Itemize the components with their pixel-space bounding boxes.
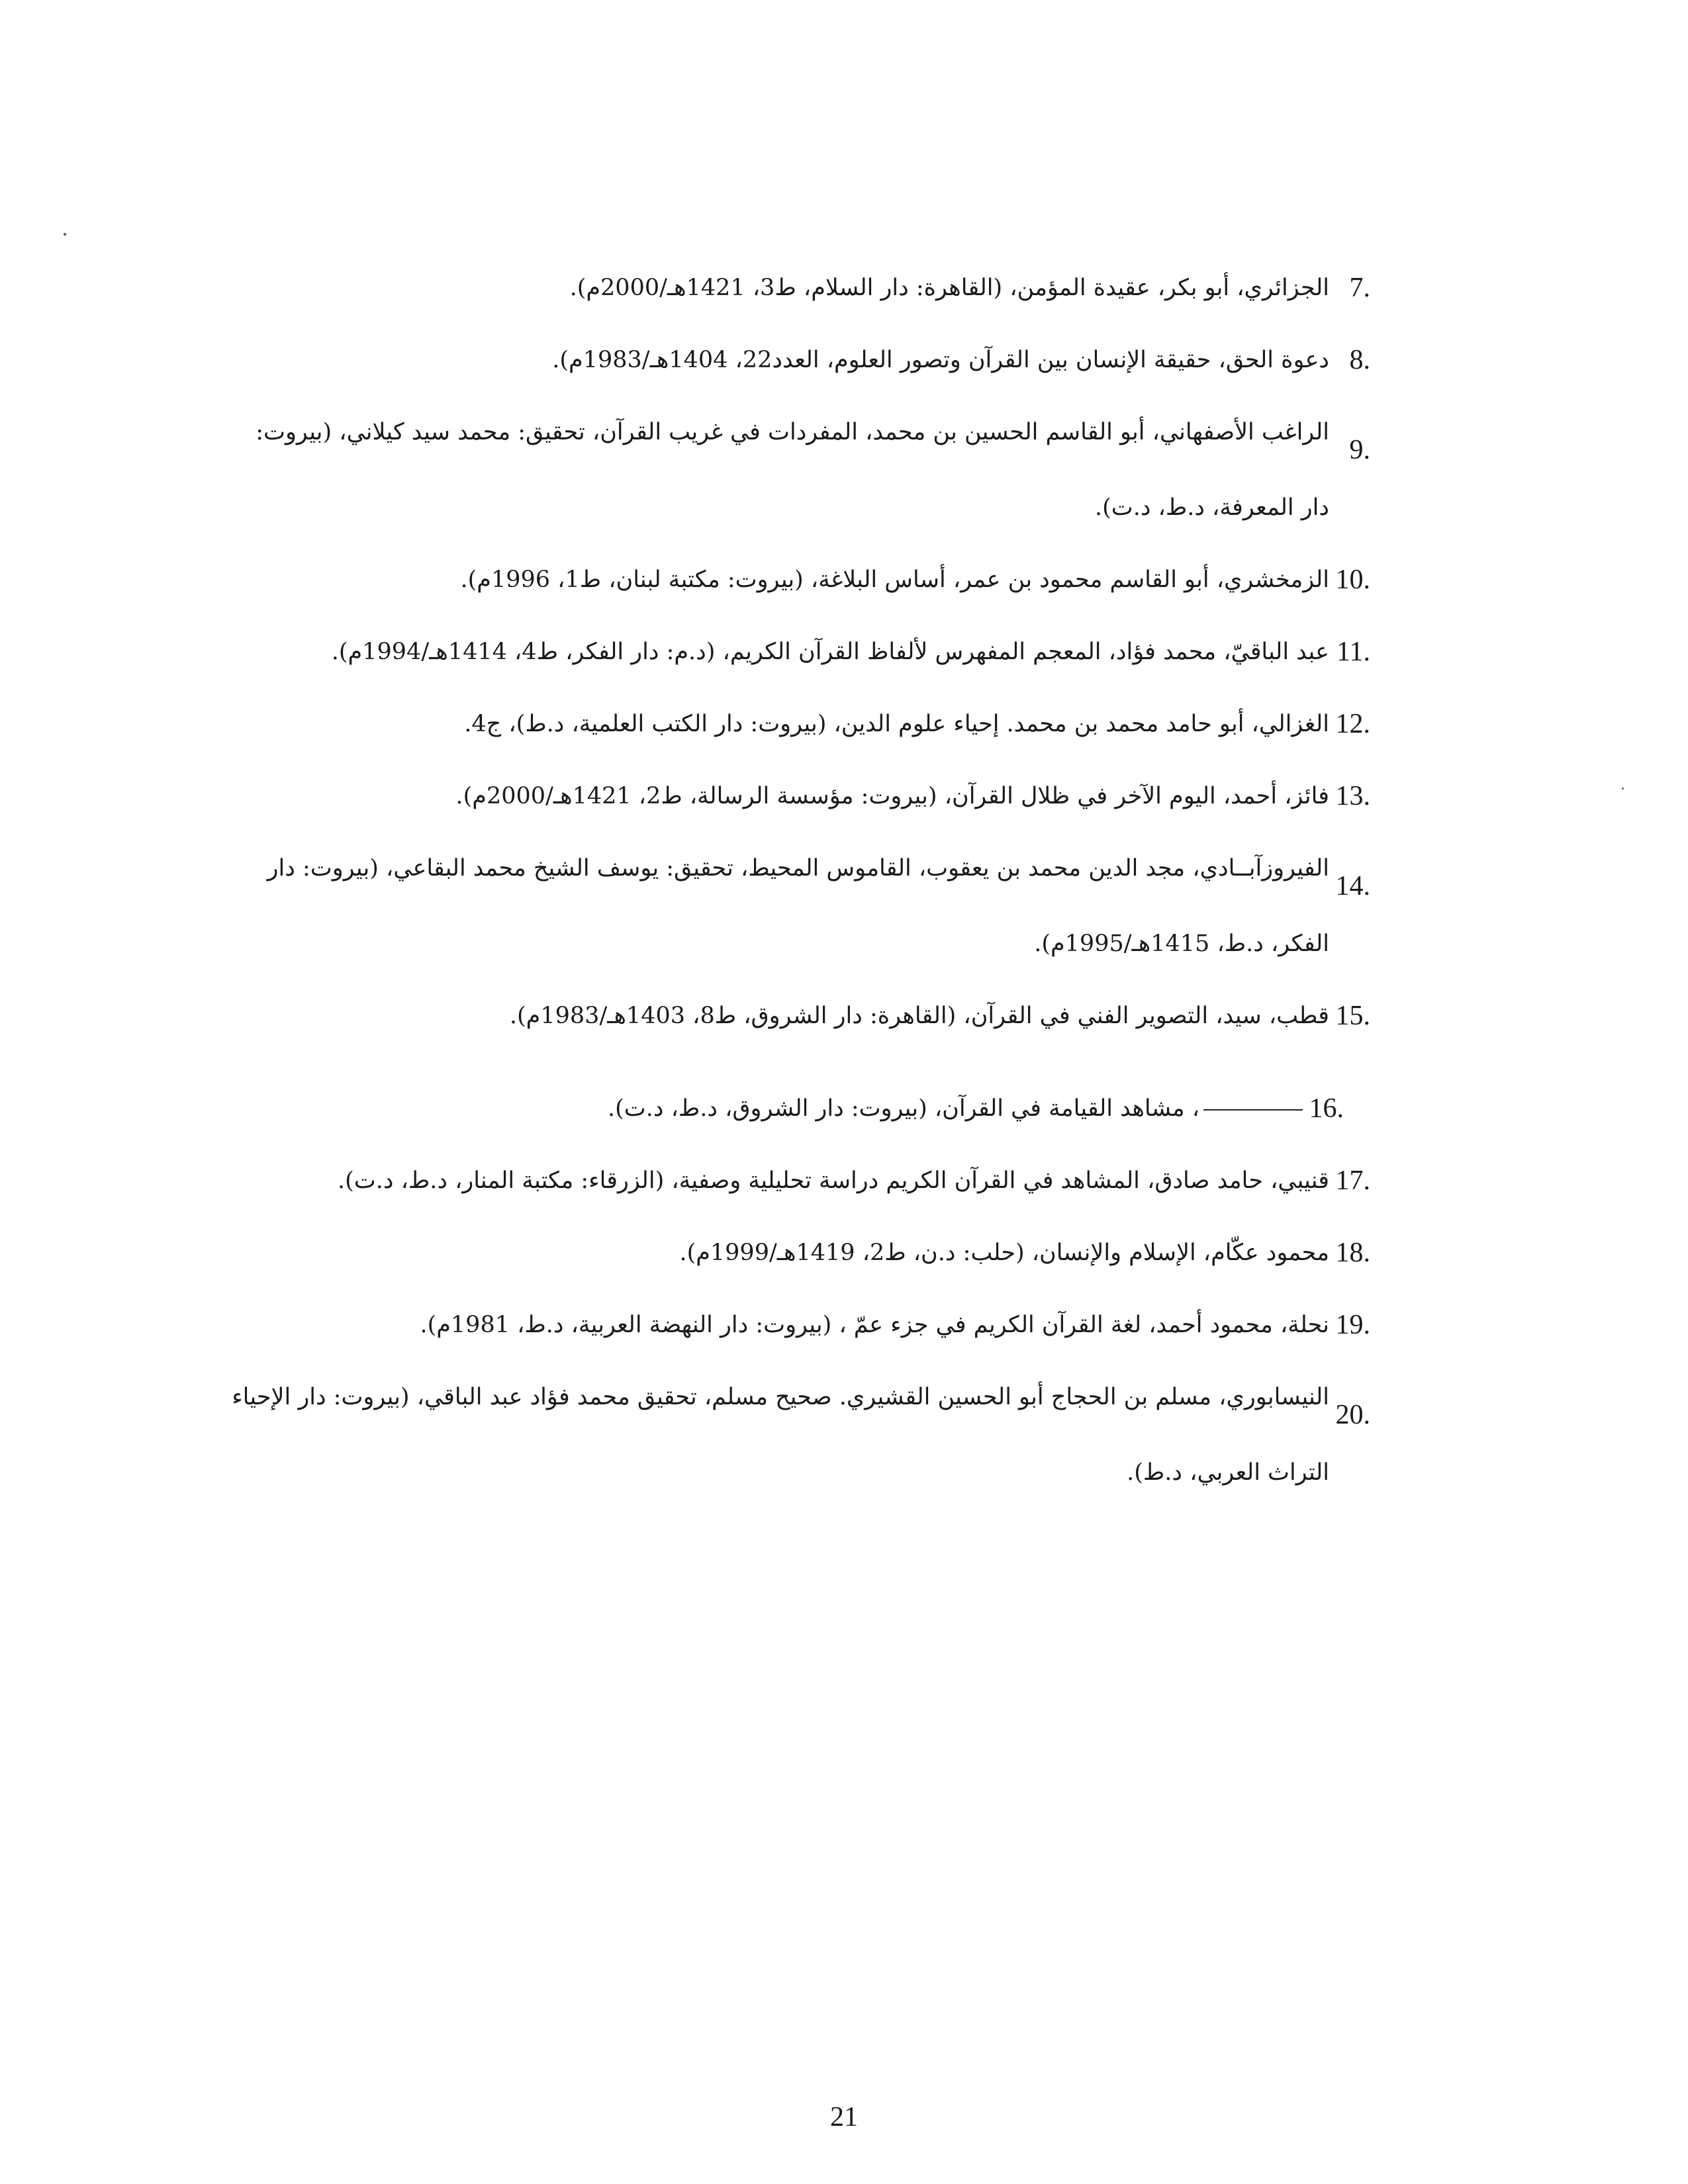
reference-item — [232, 704, 1370, 744]
reference-number: 10. — [1335, 565, 1370, 595]
reference-item — [232, 1359, 1370, 1510]
reference-number: 20. — [1335, 1400, 1370, 1430]
reference-list — [232, 268, 1370, 1525]
scan-speck — [1622, 788, 1624, 790]
reference-text: عبد الباقيّ، محمد فؤاد، المعجم المفهرس لألفاظ القرآن الكريم، (د.م: دار الفكر، ط4، 1414هـ/1994م). — [331, 639, 1329, 665]
reference-item — [232, 831, 1370, 981]
reference-text: الفيروزآبــادي، مجد الدين محمد بن يعقوب، القاموس المحيط، تحقيق: يوسف الشيخ محمد البقاعي، (بيروت: دار الفكر، د.ط، 1415هـ/1995م). — [267, 855, 1329, 957]
reference-number: 8. — [1349, 345, 1370, 375]
reference-item — [232, 1233, 1370, 1273]
reference-text: الزمخشري، أبو القاسم محمود بن عمر، أساس البلاغة، (بيروت: مكتبة لبنان، ط1، 1996م). — [460, 567, 1329, 593]
reference-item — [232, 394, 1370, 545]
reference-text: الراغب الأصفهاني، أبو القاسم الحسين بن محمد، المفردات في غريب القرآن، تحقيق: محمد سيد كيلاني، (بيروت: دار المعرفة، د.ط، د.ت). — [256, 419, 1329, 521]
reference-text: ، مشاهد القيامة في القرآن، (بيروت: دار الشروق، د.ط، د.ت). — [608, 1095, 1199, 1122]
reference-text: النيسابوري، مسلم بن الحجاج أبو الحسين القشيري. صحيح مسلم، تحقيق محمد فؤاد عبد الباقي، (بيروت: دار الإحياء التراث العربي، د.ط). — [232, 1384, 1329, 1486]
reference-item — [232, 1089, 1344, 1128]
reference-item — [232, 1305, 1370, 1345]
reference-number: 18. — [1335, 1238, 1370, 1268]
reference-item — [232, 996, 1370, 1036]
reference-number: 12. — [1335, 709, 1370, 739]
reference-number: 13. — [1335, 781, 1370, 811]
reference-number: 14. — [1335, 871, 1370, 901]
reference-text: قنيبي، حامد صادق، المشاهد في القرآن الكريم دراسة تحليلية وصفية، (الزرقاء: مكتبة المنار، د.ط، د.ت). — [338, 1167, 1329, 1194]
reference-text: دعوة الحق، حقيقة الإنسان بين القرآن وتصور العلوم، العدد22، 1404هـ/1983م). — [552, 347, 1329, 373]
reference-number: 17. — [1335, 1165, 1370, 1196]
reference-item — [232, 340, 1370, 380]
reference-number: 15. — [1335, 1001, 1370, 1031]
reference-item — [232, 776, 1370, 816]
reference-number: 7. — [1349, 273, 1370, 303]
reference-text: نحلة، محمود أحمد، لغة القرآن الكريم في جزء عمّ ، (بيروت: دار النهضة العربية، د.ط، 1981م). — [420, 1312, 1329, 1338]
reference-text: الجزائري، أبو بكر، عقيدة المؤمن، (القاهرة: دار السلام، ط3، 1421هـ/2000م). — [569, 275, 1329, 301]
reference-number: 9. — [1349, 435, 1370, 465]
ditto-dash — [1203, 1109, 1303, 1111]
reference-number: 11. — [1336, 637, 1370, 667]
scan-speck — [64, 233, 66, 236]
reference-item — [232, 632, 1370, 672]
reference-item — [232, 1161, 1370, 1201]
reference-item — [232, 268, 1370, 308]
reference-text: فائز، أحمد، اليوم الآخر في ظلال القرآن، (بيروت: مؤسسة الرسالة، ط2، 1421هـ/2000م). — [455, 783, 1329, 809]
page-number: 21 — [830, 2102, 858, 2132]
reference-number: 16. — [1309, 1093, 1344, 1124]
reference-text: قطب، سيد، التصوير الفني في القرآن، (القاهرة: دار الشروق، ط8، 1403هـ/1983م). — [509, 1003, 1329, 1029]
reference-number: 19. — [1335, 1310, 1370, 1340]
reference-item — [232, 560, 1370, 600]
reference-text: محمود عكّام، الإسلام والإنسان، (حلب: د.ن، ط2، 1419هـ/1999م). — [679, 1240, 1329, 1266]
reference-text: الغزالي، أبو حامد محمد بن محمد. إحياء علوم الدين، (بيروت: دار الكتب العلمية، د.ط)، ج4. — [464, 711, 1329, 737]
